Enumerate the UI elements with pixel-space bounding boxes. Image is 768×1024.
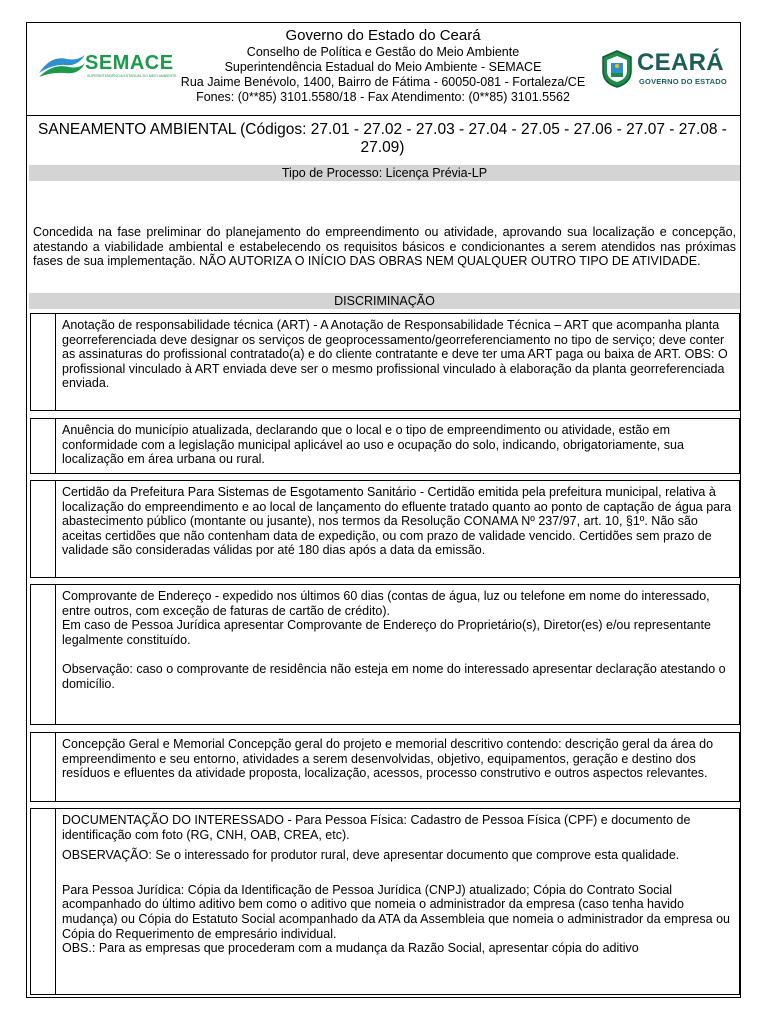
requirement-legal-entity: Em caso de Pessoa Jurídica apresentar Comprovante de Endereço do Proprietário(s), Diretor(es) e/ou representante legalmente constituído. [62,618,711,647]
ceara-seal-icon [599,49,635,89]
requirement-general-concept [30,732,740,802]
document-title: SANEAMENTO AMBIENTAL (Códigos: 27.01 - 27.02 - 27.03 - 27.04 - 27.05 - 27.06 - 27.07 - 27.08 - 27.09) [38,121,727,156]
requirement-sanitation-certificate [30,480,740,578]
semace-wordmark: SEMACE [85,52,174,74]
requirement-text: Anuência do município atualizada, declarando que o local e o tipo de empreendimento ou atividade, estão em conformidade com a legislação municipal aplicável ao uso e ocupação do solo, indicando, obrigatoriamente, sua localização em área urbana ou rural. [62,423,684,467]
license-description: Concedida na fase preliminar do planejamento do empreendimento ou atividade, aprovando sua localização e concepção, atestando a viabilidade ambiental e estabelecendo os requisitos básicos e condicionantes a serem atendidos nas próximas fases de sua implementação. NÃO AUTORIZA O INÍCIO DAS OBRAS NEM QUALQUER OUTRO TIPO DE ATIVIDADE. [33,225,736,269]
checkbox-cell[interactable] [31,733,56,801]
ceara-logo [599,47,741,91]
letterhead-text [167,27,599,105]
process-type-bar: Tipo de Processo: Licença Prévia-LP [29,165,740,181]
checkbox-cell[interactable] [31,419,56,473]
header-divider [27,115,740,116]
requirement-address-proof [30,584,740,725]
semace-tagline: SUPERINTENDÊNCIA ESTADUAL DO MEIO AMBIENTE [87,74,177,78]
requirement-text: Concepção Geral e Memorial Concepção geral do projeto e memorial descritivo contendo: descrição geral da área do empreendimento e seu entorno, atividades a serem desenvolvidas, objetivo, equipamentos, geração e destino dos resíduos e efluentes da atividade proposta, localização, acessos, processo construtivo e outros aspectos relevantes. [62,737,714,781]
semace-wave-icon [37,51,87,79]
requirement-text: Anotação de responsabilidade técnica (ART) - A Anotação de Responsabilidade Técnica – ART que acompanha planta georreferenciada deve designar os serviços de geoprocessamento/georreferenciamento no tipo de serviço; deve conter as assinaturas do profissional contratado(a) e do cliente contratante e deve ter uma ART paga ou baixa de ART. OBS: O profissional vinculado à ART enviada deve ser o mesmo profissional vinculado à elaboração da planta georreferenciada enviada. [62,318,728,391]
semace-logo [37,49,177,83]
discrimination-header: DISCRIMINAÇÃO [29,293,740,309]
checkbox-cell[interactable] [31,481,56,577]
requirement-note: OBS.: Para as empresas que procederam com a mudança da Razão Social, apresentar cópia do aditivo [62,941,639,956]
requirement-municipal-consent [30,418,740,474]
ceara-subtitle: GOVERNO DO ESTADO [639,77,727,86]
checkbox-cell[interactable] [31,809,56,994]
document-frame [26,22,741,998]
requirement-observation: OBSERVAÇÃO: Se o interessado for produtor rural, deve apresentar documento que comprove esta qualidade. [62,848,680,863]
phones: Fones: (0**85) 3101.5580/18 - Fax Atendimento: (0**85) 3101.5562 [196,90,570,104]
requirement-text: Certidão da Prefeitura Para Sistemas de Esgotamento Sanitário - Certidão emitida pela prefeitura municipal, relativa à localização do empreendimento e ao local de lançamento do efluente tratado quanto ao ponto de captação de água para abastecimento público (montante ou jusante), nos termos da Resolução CONAMA Nº 237/97, art. 10, §1º. Não são aceitas certidões que não contenham data de expedição, ou com prazo de validade vencido. Certidões sem prazo de validade são consideradas válidas por até 180 dias após a data da emissão. [62,485,732,558]
letterhead [27,23,740,115]
checkbox-cell[interactable] [31,585,56,724]
requirement-text: Comprovante de Endereço - expedido nos últimos 60 dias (contas de água, luz ou telefone em nome do interessado, entre outros, com exceção de faturas de cartão de crédito). [62,589,710,618]
government-name: Governo do Estado do Ceará [285,27,481,44]
ceara-wordmark: CEARÁ [637,49,724,76]
address: Rua Jaime Benévolo, 1400, Bairro de Fátima - 60050-081 - Fortaleza/CE [180,75,586,89]
requirement-text: DOCUMENTAÇÃO DO INTERESSADO - Para Pessoa Física: Cadastro de Pessoa Física (CPF) e documento de identificação com foto (RG, CNH, OAB, CREA, etc). [62,813,691,842]
requirement-art [30,313,740,411]
checkbox-cell[interactable] [31,314,56,410]
requirement-observation: Observação: caso o comprovante de residência não esteja em nome do interessado apresentar declaração atestando o domicílio. [62,661,726,691]
requirement-legal-entity: Para Pessoa Jurídica: Cópia da Identificação de Pessoa Jurídica (CNPJ) atualizado; Cópia do Contrato Social acompanhado do último aditivo bem como o aditivo que nomeia o administrador da empresa (caso tenha havido mudança) ou Cópia do Estatuto Social acompanhado da ATA da Assembleia que nomeia o administrador da empresa ou Cópia do Requerimento de empresário individual. [62,882,731,941]
requirement-applicant-documents [30,808,740,995]
council-name: Conselho de Política e Gestão do Meio Ambiente [246,45,520,59]
agency-name: Superintendência Estadual do Meio Ambiente - SEMACE [224,60,542,74]
